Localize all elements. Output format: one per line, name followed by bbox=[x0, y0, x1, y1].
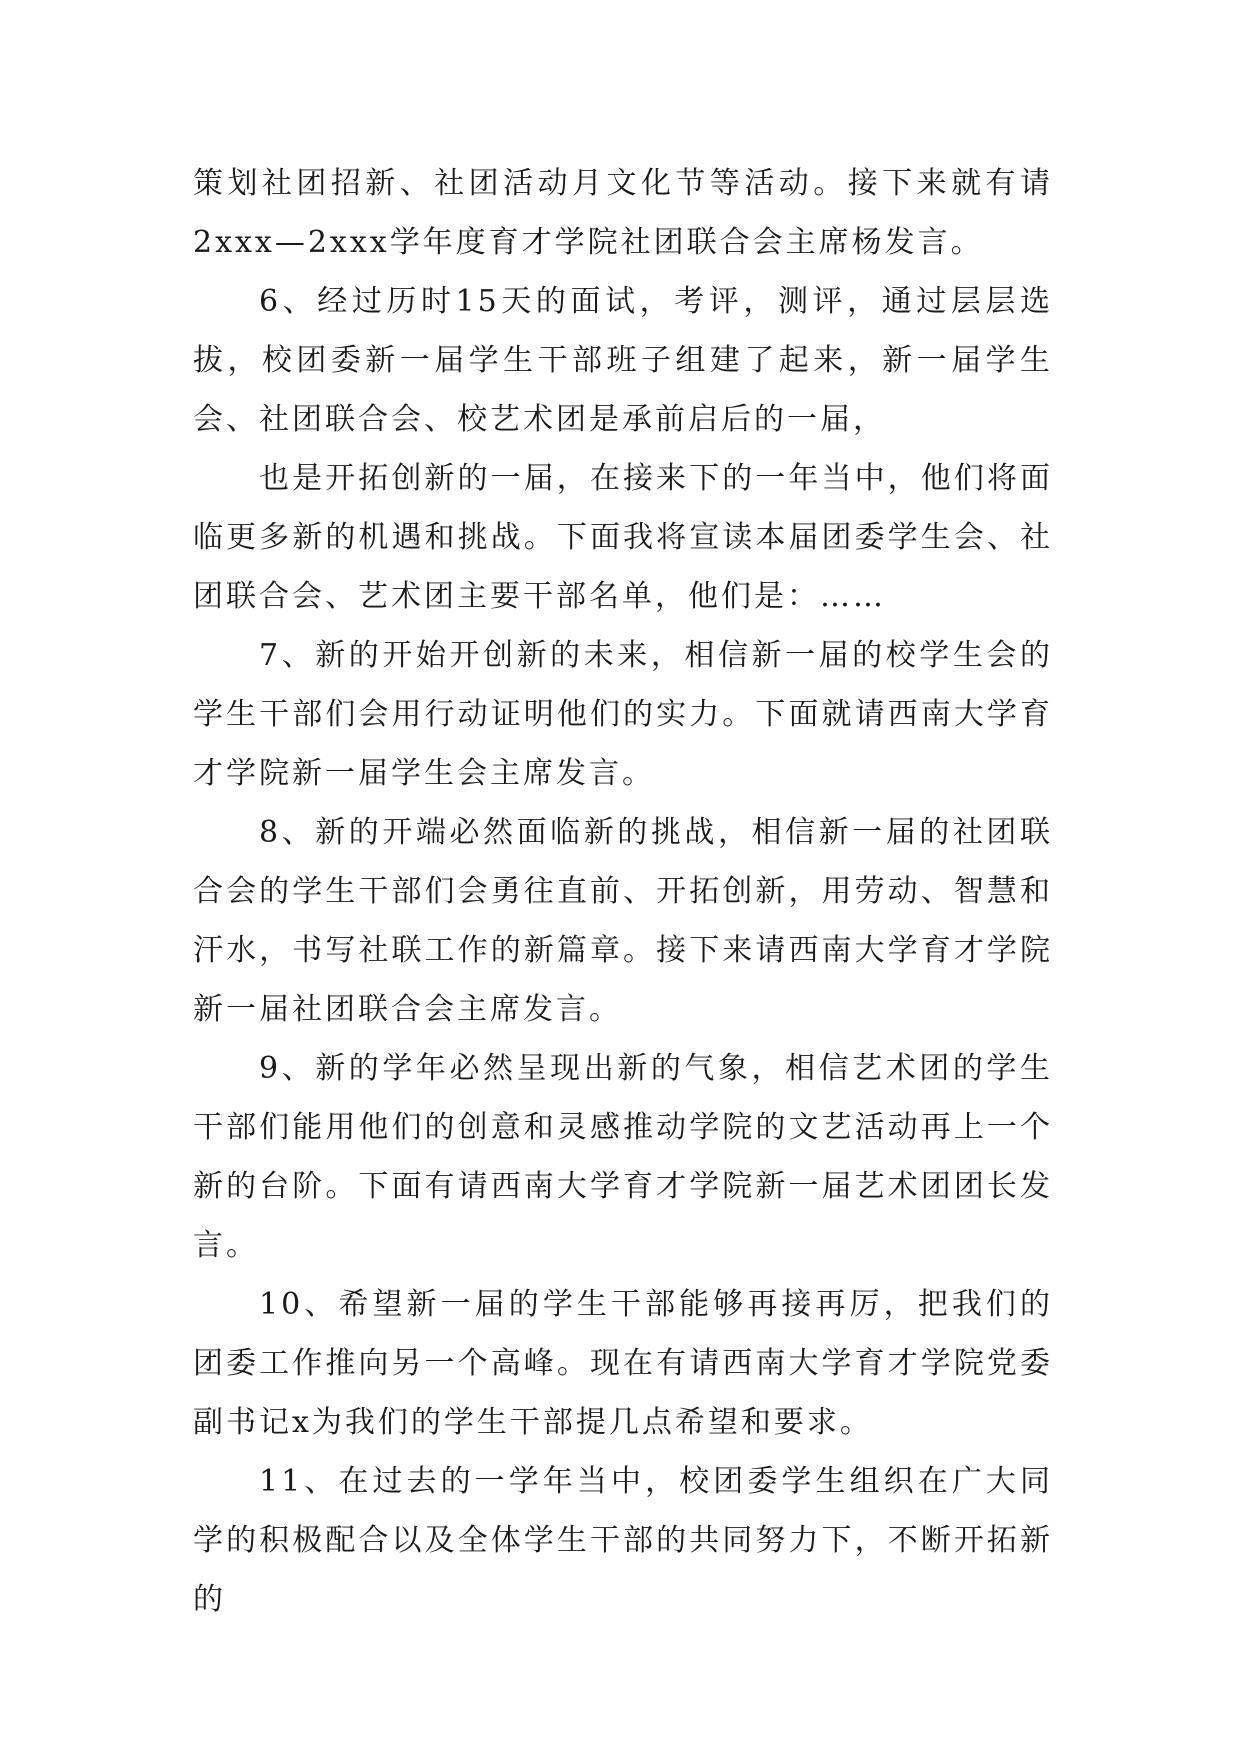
paragraph-8: 11、在过去的一学年当中，校团委学生组织在广大同学的积极配合以及全体学生干部的共同努力下，不断开拓新的 bbox=[193, 1464, 1053, 1617]
paragraph-7: 10、希望新一届的学生干部能够再接再厉，把我们的团委工作推向另一个高峰。现在有请西南大学育才学院党委副书记x为我们的学生干部提几点希望和要求。 bbox=[193, 1287, 1053, 1440]
paragraph-5: 8、新的开端必然面临新的挑战，相信新一届的社团联合会的学生干部们会勇往直前、开拓创新，用劳动、智慧和汗水，书写社联工作的新篇章。接下来请西南大学育才学院新一届社团联合会主席发言。 bbox=[193, 815, 1053, 1027]
paragraph-2: 6、经过历时15天的面试，考评，测评，通过层层选拔，校团委新一届学生干部班子组建了起来，新一届学生会、社团联合会、校艺术团是承前启后的一届， bbox=[193, 284, 1053, 437]
paragraph-4: 7、新的开始开创新的未来，相信新一届的校学生会的学生干部们会用行动证明他们的实力。下面就请西南大学育才学院新一届学生会主席发言。 bbox=[193, 638, 1053, 791]
paragraph-1: 策划社团招新、社团活动月文化节等活动。接下来就有请2xxx—2xxx学年度育才学院社团联合会主席杨发言。 bbox=[193, 166, 1053, 260]
paragraph-3: 也是开拓创新的一届，在接来下的一年当中，他们将面临更多新的机遇和挑战。下面我将宣读本届团委学生会、社团联合会、艺术团主要干部名单，他们是：…… bbox=[193, 461, 1053, 614]
document-body bbox=[193, 154, 1053, 1629]
paragraph-6: 9、新的学年必然呈现出新的气象，相信艺术团的学生干部们能用他们的创意和灵感推动学院的文艺活动再上一个新的台阶。下面有请西南大学育才学院新一届艺术团团长发言。 bbox=[193, 1051, 1053, 1263]
